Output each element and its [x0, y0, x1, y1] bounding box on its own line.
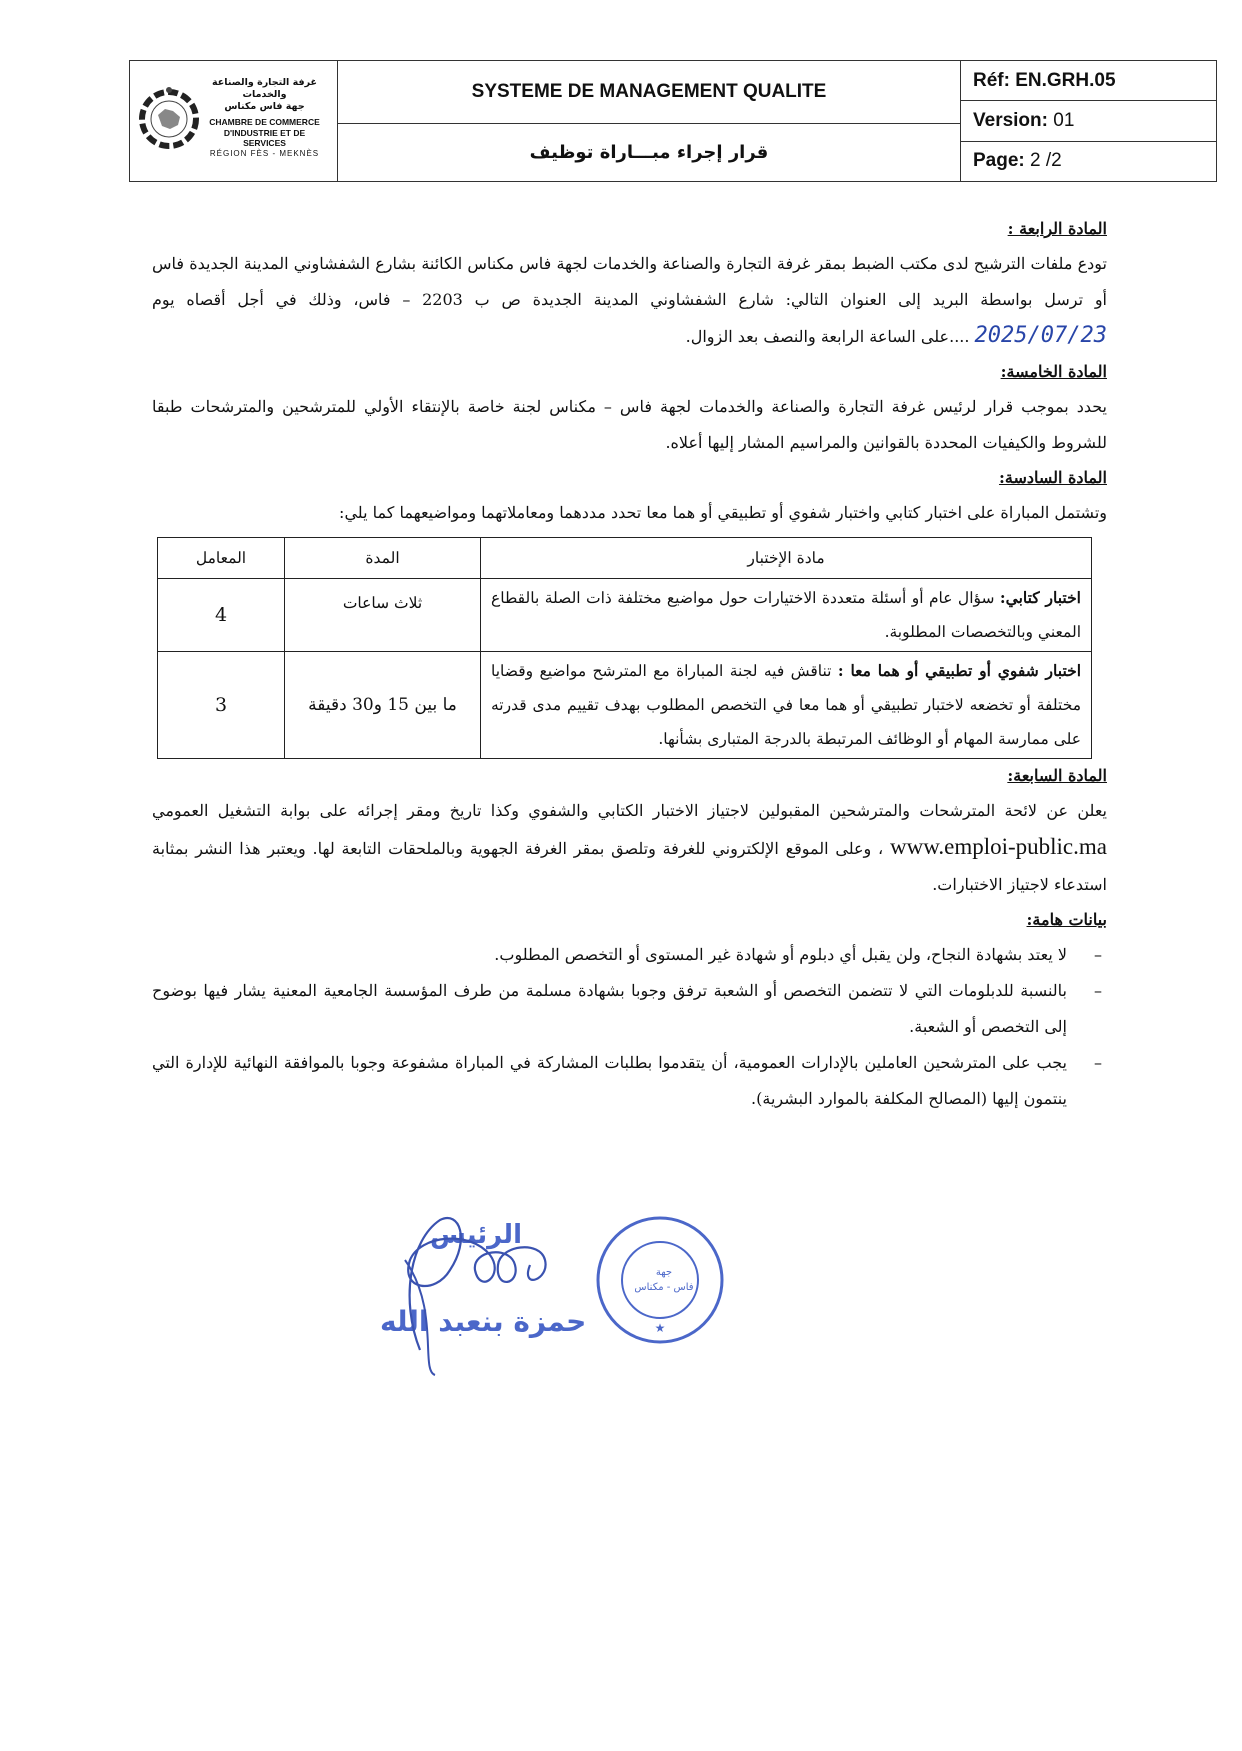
stamp-line2: فاس - مكناس — [634, 1282, 694, 1293]
reference-label: Réf: — [973, 69, 1010, 91]
written-exam-duration: ثلاث ساعات — [285, 579, 481, 652]
header-subject: مادة الإختبار — [481, 538, 1092, 579]
list-item: – يجب على المترشحين العاملين بالإدارات العمومية، أن يتقدموا بطلبات المشاركة في المباراة مشفوعة وجوبا بالموافقة النهائية للإدارة التي ينتمون إليها (المصالح المكلفة بالموارد البشرية). — [152, 1045, 1107, 1117]
version-field — [961, 101, 1216, 141]
page-value: 2 /2 — [1030, 150, 1062, 172]
logo-arabic-region: جهة فاس مكناس — [224, 101, 305, 112]
exam-table — [157, 537, 1092, 759]
list-item: – لا يعتد بشهادة النجاح، ولن يقبل أي دبلوم أو شهادة غير المستوى أو التخصص المطلوب. — [152, 937, 1107, 973]
article4-text — [152, 246, 1107, 355]
article6-title: المادة السادسة: — [998, 468, 1107, 487]
article5-text: يحدد بموجب قرار لرئيس غرفة التجارة والصناعة والخدمات لجهة فاس – مكناس لجنة خاصة بالإنتقاء الأولي للمترشحين والمترشحات طبقا للشروط والكيفيات المحددة بالقوانين والمراسيم المشار إليها أعلاه. — [152, 397, 1107, 452]
oral-exam-label: اختبار شفوي أو تطبيقي أو هما معا : — [837, 661, 1082, 680]
handwritten-deadline-date: 2025/07/23 — [974, 323, 1107, 348]
stamp-line1: جهة — [655, 1267, 673, 1278]
president-name: حمزة بنعبد الله — [380, 1305, 587, 1338]
svg-text:★: ★ — [654, 1321, 666, 1335]
written-exam-label: اختبار كتابي: — [999, 588, 1081, 607]
written-exam-description — [481, 579, 1092, 652]
table-row — [158, 652, 1092, 759]
page-label: Page: — [973, 150, 1025, 172]
version-label: Version: — [973, 109, 1048, 131]
logo-french-text — [202, 117, 327, 159]
article6-intro: وتشتمل المباراة على اختبار كتابي واختبار شفوي أو تطبيقي أو هما معا تحدد مددهما ومعاملاتهما ومواضيعهما كما يلي: — [339, 503, 1107, 522]
page-field — [961, 142, 1216, 181]
header-duration: المدة — [285, 538, 481, 579]
emploi-public-link[interactable]: www.emploi-public.ma — [890, 834, 1107, 859]
article5-title: المادة الخامسة: — [1000, 362, 1107, 381]
document-title: قرار إجراء مبـــاراة توظيف — [529, 142, 769, 163]
article4-text-part1: تودع ملفات الترشيح لدى مكتب الضبط بمقر غرفة التجارة والصناعة والخدمات لجهة فاس مكناس الكائنة بشارع الشفشاوني المدينة الجديدة فاس أو ترسل بواسطة البريد إلى العنوان التالي: شارع الشفشاوني المدينة الجديدة ص ب 2203 – فاس، وذلك في أجل أقصاه يوم — [152, 254, 1107, 309]
header-coefficient: المعامل — [158, 538, 285, 579]
header-meta — [961, 61, 1216, 181]
article7-text-part1: يعلن عن لائحة المترشحات والمترشحين المقبولين لاجتياز الاختبار الكتابي والشفوي وكذا تاريخ ومقر إجرائه على بوابة التشغيل العمومي — [152, 801, 1107, 820]
article7-text-part2: ، وعلى الموقع الإلكتروني للغرفة وتلصق بمقر الغرفة الجهوية وبالملحقات التابعة لها. ويعتبر هذا النشر بمثابة استدعاء لاجتياز الاختبارات. — [152, 839, 1107, 894]
logo-french-line2: D'INDUSTRIE ET DE SERVICES — [223, 127, 306, 148]
article7-text — [152, 793, 1107, 903]
version-value: 01 — [1053, 109, 1075, 131]
table-row — [158, 579, 1092, 652]
system-title: SYSTEME DE MANAGEMENT QUALITE — [338, 61, 960, 124]
logo-french-region: RÉGION FÈS - MEKNÈS — [209, 148, 320, 158]
oral-exam-coefficient: 3 — [158, 652, 285, 759]
handwritten-signature — [380, 1200, 580, 1380]
article7-title: المادة السابعة: — [1007, 766, 1107, 785]
chamber-emblem-icon — [138, 73, 200, 165]
article4-text-part2: ....على الساعة الرابعة والنصف بعد الزوال. — [685, 327, 970, 346]
notes-list — [152, 937, 1107, 1117]
article4-title: المادة الرابعة : — [1007, 219, 1107, 238]
logo-french-line1: CHAMBRE DE COMMERCE — [209, 117, 320, 127]
list-item: – بالنسبة للدبلومات التي لا تتضمن التخصص أو الشعبة ترفق وجوبا بشهادة مسلمة من طرف المؤسسة الجامعية المعنية يشار فيها بوضوح إلى التخصص أو الشعبة. — [152, 973, 1107, 1045]
reference-value: EN.GRH.05 — [1015, 69, 1116, 91]
logo-arabic-name: غرفة التجارة والصناعة والخدمات — [212, 77, 317, 100]
oral-exam-duration: ما بين 15 و30 دقيقة — [285, 652, 481, 759]
exam-table-header — [158, 538, 1092, 579]
stamp-text — [632, 1265, 696, 1295]
oral-exam-text: تناقش فيه لجنة المباراة مع المترشح مواضيع وقضايا مختلفة أو تخضعه لاختبار تطبيقي أو هما معا في التخصص المطلوب بهدف تقييم مدى قدرته على ممارسة المهام أو الوظائف المرتبطة بالدرجة المتبارى بشأنها. — [491, 662, 1081, 748]
document-header — [129, 60, 1217, 182]
chamber-logo — [130, 61, 338, 181]
header-titles — [338, 61, 961, 181]
president-title: الرئيس — [430, 1220, 522, 1250]
logo-arabic-text — [202, 77, 327, 113]
reference-field — [961, 61, 1216, 101]
oral-exam-description — [481, 652, 1092, 759]
written-exam-coefficient: 4 — [158, 579, 285, 652]
document-body — [152, 212, 1107, 1117]
written-exam-text: سؤال عام أو أسئلة متعددة الاختيارات حول مواضيع مختلفة ذات الصلة بالقطاع المعني وبالتخصصات المطلوبة. — [491, 589, 1081, 641]
notes-title: بيانات هامة: — [1026, 910, 1107, 929]
